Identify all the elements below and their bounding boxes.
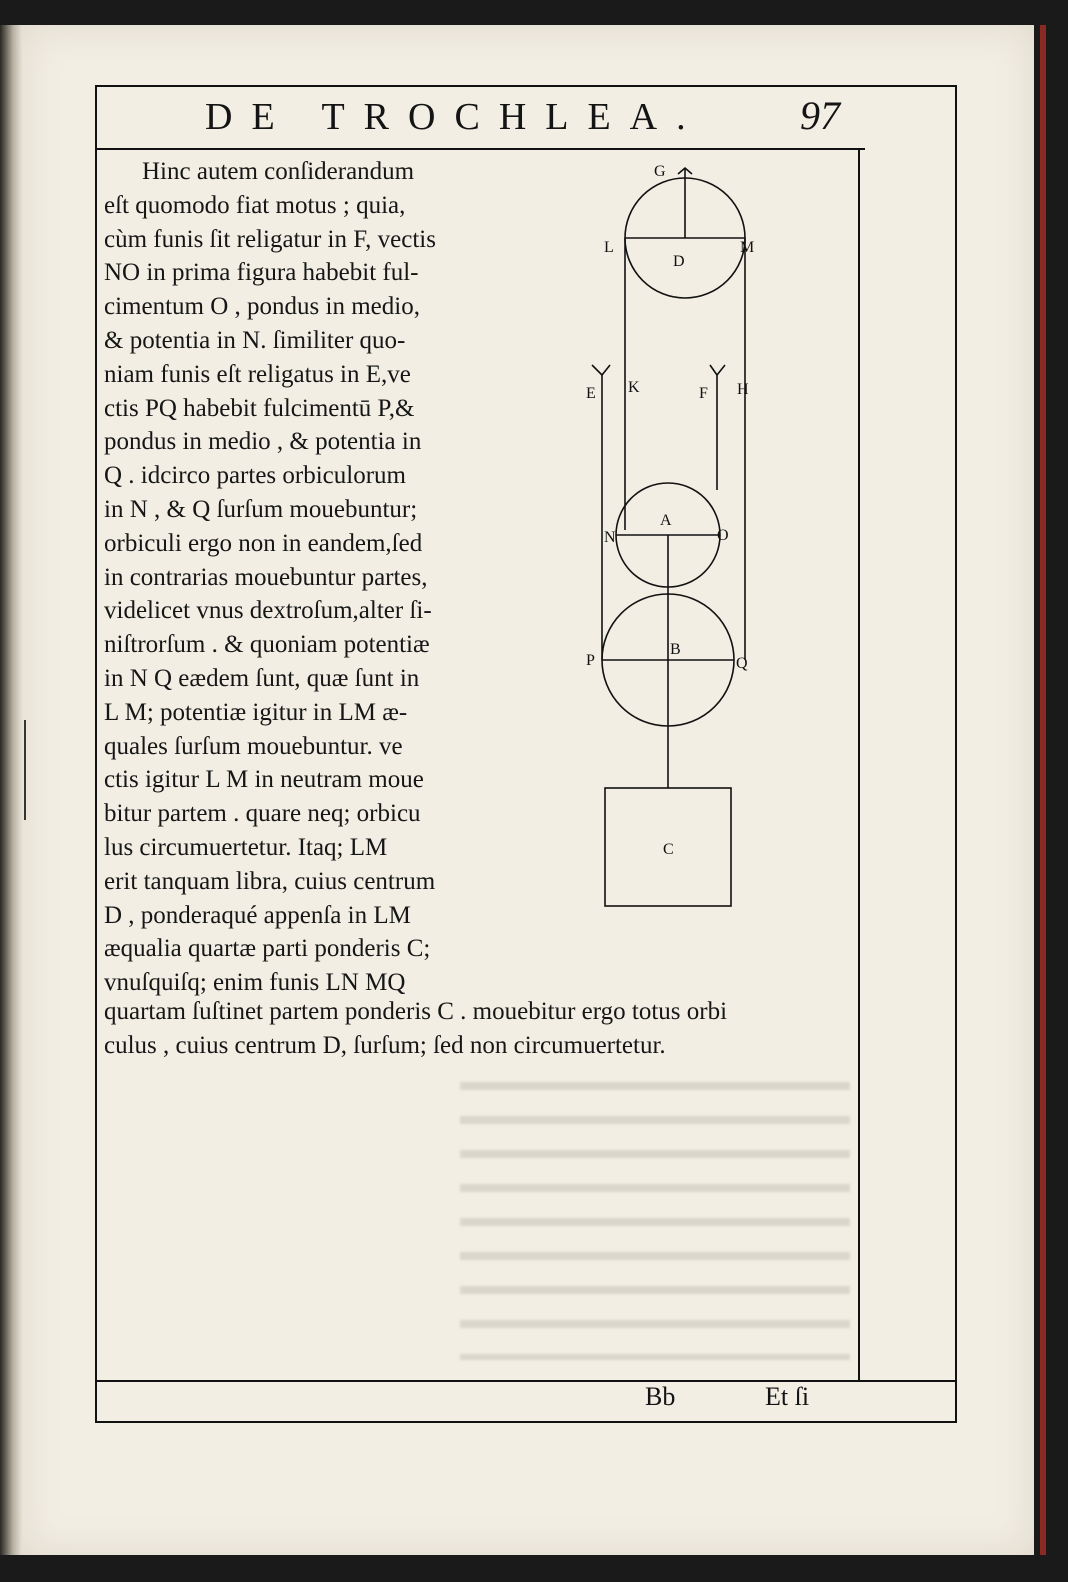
book-gutter <box>0 25 22 1555</box>
page-red-edge <box>1040 25 1046 1555</box>
text-line: ctis PQ habebit fulcimentū P,& <box>104 394 415 422</box>
text-line: cimentum O , pondus in medio, <box>104 293 420 321</box>
text-line: NO in prima figura habebit ful- <box>104 259 419 287</box>
label-d: D <box>673 253 685 270</box>
text-line: & potentia in N. ſimiliter quo- <box>104 326 406 354</box>
text-line: in N , & Q ſurſum mouebuntur; <box>104 495 418 523</box>
text-line: D , ponderaqué appenſa in LM <box>104 901 411 929</box>
body-text-column <box>104 155 484 1000</box>
text-line: L M; potentiæ igitur in LM æ- <box>104 698 408 726</box>
frame-inner-rule <box>858 150 860 1380</box>
page-number: 97 <box>800 93 840 138</box>
label-p: P <box>586 652 595 669</box>
footer-rule <box>95 1380 957 1382</box>
text-line: lus circumuertetur. Itaq; LM <box>104 833 388 861</box>
header-rule <box>95 148 865 150</box>
text-line: quartam ſuſtinet partem ponderis C . mouebitur ergo totus orbi <box>104 998 728 1025</box>
label-h: H <box>737 381 749 398</box>
text-line: eſt quomodo fiat motus ; quia, <box>104 191 406 219</box>
label-g: G <box>654 163 666 180</box>
text-line: Q . idcirco partes orbiculorum <box>104 462 406 490</box>
label-n: N <box>604 529 616 546</box>
text-line: bitur partem . quare neq; orbicu <box>104 800 421 828</box>
text-line: cùm funis ſit religatur in F, vectis <box>104 225 436 253</box>
margin-mark <box>24 720 26 820</box>
signature-mark: Bb <box>645 1382 676 1411</box>
text-line: vnuſquiſq; enim funis LN MQ <box>104 969 406 997</box>
text-line: æqualia quartæ parti ponderis C; <box>104 935 431 963</box>
text-line: pondus in medio , & potentia in <box>104 428 422 456</box>
text-line: videlicet vnus dextroſum,alter ſi- <box>104 597 432 625</box>
text-line: orbiculi ergo non in eandem,ſed <box>104 529 423 557</box>
label-k: K <box>628 379 640 396</box>
label-a: A <box>660 512 672 529</box>
label-b: B <box>670 641 681 658</box>
catchword: Et ſi <box>765 1382 810 1411</box>
label-f: F <box>699 385 708 402</box>
pulley-diagram <box>570 160 800 920</box>
text-line: niſtrorſum . & quoniam potentiæ <box>104 631 430 659</box>
text-line: culus , cuius centrum D, ſurſum; ſed non circumuertetur. <box>104 1032 666 1059</box>
label-q: Q <box>736 655 748 672</box>
label-c: C <box>663 841 674 858</box>
text-line: Hinc autem conſiderandum <box>142 158 415 185</box>
label-o: O <box>717 527 729 544</box>
text-line: in contrarias mouebuntur partes, <box>104 563 428 591</box>
body-text-full-width <box>104 995 844 1063</box>
pulley-figure <box>570 160 800 920</box>
text-line: quales ſurſum mouebuntur. ve <box>104 732 403 760</box>
running-head: DE TROCHLEA. <box>205 96 705 138</box>
text-line: in N Q eædem ſunt, quæ ſunt in <box>104 664 420 692</box>
text-line: ctis igitur L M in neutram moue <box>104 766 424 794</box>
text-line: niam funis eſt religatus in E,ve <box>104 360 411 388</box>
label-e: E <box>586 385 596 402</box>
text-line: erit tanquam libra, cuius centrum <box>104 867 436 895</box>
label-m: M <box>740 239 755 256</box>
label-l: L <box>604 239 614 256</box>
